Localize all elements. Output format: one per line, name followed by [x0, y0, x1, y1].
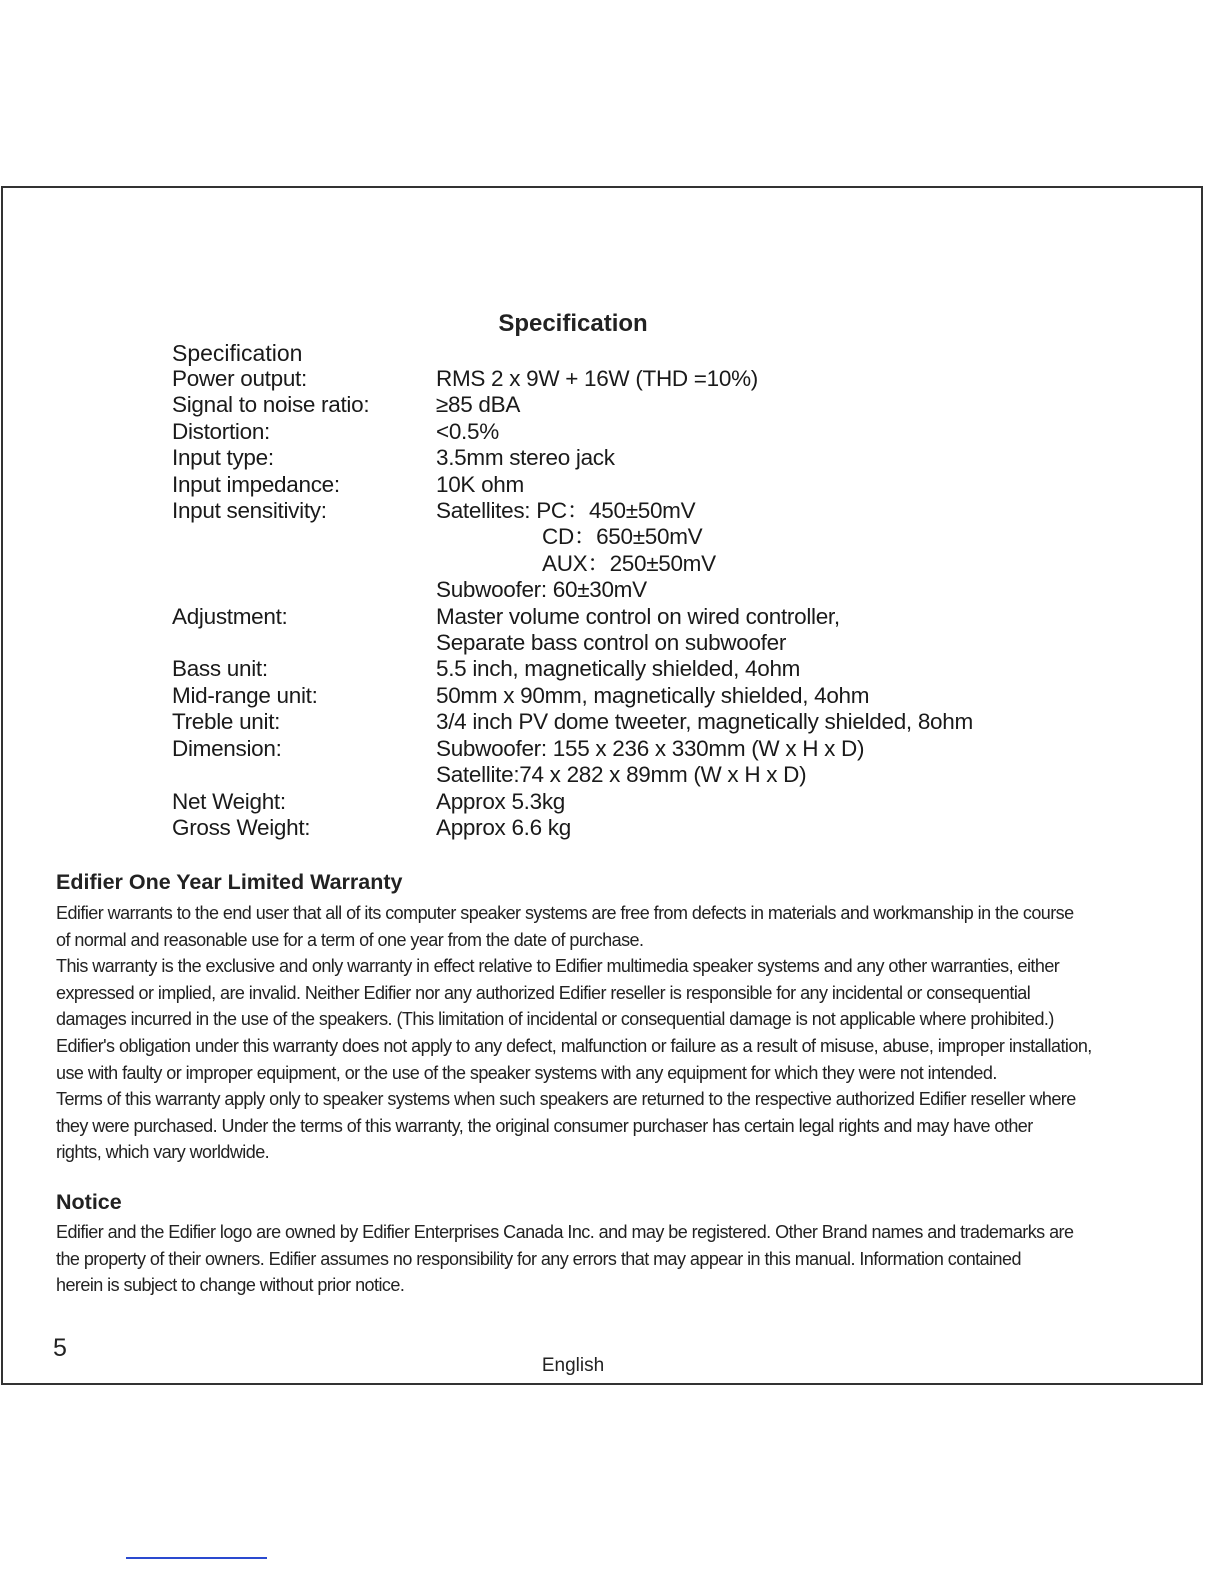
spec-row: [172, 472, 973, 498]
spec-label: Bass unit:: [172, 656, 268, 682]
spec-value-line: RMS 2 x 9W + 16W (THD =10%): [436, 366, 758, 391]
spec-value: [436, 524, 702, 550]
spec-value: [436, 815, 571, 841]
spec-value-line: AUX：250±50mV: [542, 550, 716, 576]
spec-label: Input sensitivity:: [172, 498, 327, 524]
spec-row: [172, 445, 973, 471]
spec-value: [436, 604, 840, 630]
warranty-line: damages incurred in the use of the speakers. (This limitation of incidental or consequential damage is not applicable where prohibited.): [56, 1009, 1054, 1030]
spec-value: [436, 709, 973, 735]
notice-line: the property of their owners. Edifier assumes no responsibility for any errors that may appear in this manual. Information contained: [56, 1248, 1021, 1269]
warranty-line: of normal and reasonable use for a term of one year from the date of purchase.: [56, 929, 644, 950]
spec-label: Input type:: [172, 445, 274, 471]
spec-value-line: Satellites: PC：450±50mV: [436, 498, 696, 524]
spec-value-line: 3/4 inch PV dome tweeter, magnetically shielded, 8ohm: [436, 709, 973, 735]
spec-value: [436, 683, 869, 709]
spec-value: [436, 366, 758, 392]
warranty-line: use with faulty or improper equipment, or the use of the speaker systems with any equipment for which they were not intended.: [56, 1062, 997, 1083]
spec-value: [436, 577, 647, 603]
page-frame: [1, 186, 1203, 1385]
spec-row: [172, 577, 973, 603]
notice-title: Notice: [56, 1190, 122, 1214]
spec-label: Mid-range unit:: [172, 682, 318, 708]
spec-value-line: Subwoofer: 60±30mV: [436, 577, 647, 603]
spec-label: Signal to noise ratio:: [172, 392, 370, 418]
spec-value: [436, 419, 499, 445]
notice-line: Edifier and the Edifier logo are owned by Edifier Enterprises Canada Inc. and may be registered. Other Brand names and trademarks are: [56, 1222, 1074, 1242]
warranty-line: Terms of this warranty apply only to speaker systems when such speakers are returned to the respective authorized Edifier reseller where: [56, 1089, 1076, 1110]
spec-value-line: Satellite:74 x 282 x 89mm (W x H x D): [436, 762, 807, 788]
warranty-body: [56, 900, 1186, 1166]
spec-value-line: 5.5 inch, magnetically shielded, 4ohm: [436, 656, 801, 682]
spec-value: [436, 498, 695, 524]
page-number: 5: [53, 1334, 67, 1362]
spec-row: [172, 524, 973, 550]
spec-value: [436, 736, 864, 762]
spec-row: [172, 630, 973, 656]
spec-row: [172, 419, 973, 445]
warranty-line: rights, which vary worldwide.: [56, 1142, 270, 1163]
spec-value-line: 10K ohm: [436, 471, 524, 497]
spec-value-line: ≥85 dBA: [436, 392, 521, 418]
spec-label: Power output:: [172, 366, 307, 391]
spec-value-line: CD：650±50mV: [542, 524, 703, 550]
spec-row: [172, 683, 973, 709]
spec-row: [172, 604, 973, 630]
spec-label: Dimension:: [172, 735, 282, 761]
warranty-line: expressed or implied, are invalid. Neither Edifier nor any authorized Edifier reseller is responsible for any incidental or consequential: [56, 982, 1031, 1003]
spec-row: [172, 392, 973, 418]
spec-value: [436, 392, 520, 418]
spec-label: Input impedance:: [172, 471, 340, 497]
spec-heading: Specification: [172, 340, 303, 366]
spec-value-line: Separate bass control on subwoofer: [436, 630, 787, 656]
notice-line: herein is subject to change without prior notice.: [56, 1275, 405, 1296]
spec-value: [436, 630, 786, 656]
spec-label: Adjustment:: [172, 603, 288, 629]
warranty-title: Edifier One Year Limited Warranty: [56, 870, 403, 894]
spec-label: [172, 524, 436, 550]
spec-value-line: <0.5%: [436, 418, 499, 444]
warranty-line: Edifier warrants to the end user that all of its computer speaker systems are free from defects in materials and workmanship in the course: [56, 903, 1074, 923]
spec-value-line: Subwoofer: 155 x 236 x 330mm (W x H x D): [436, 735, 865, 761]
spec-row: [172, 789, 973, 815]
spec-row: [172, 366, 973, 392]
spec-value: [436, 551, 716, 577]
link-underline[interactable]: [126, 1557, 267, 1559]
spec-label: Net Weight:: [172, 788, 286, 814]
language-label: English: [541, 1355, 605, 1376]
spec-label: [172, 762, 436, 788]
spec-value-line: 50mm x 90mm, magnetically shielded, 4ohm: [436, 682, 870, 708]
spec-value-line: 3.5mm stereo jack: [436, 445, 615, 471]
spec-value-line: Approx 6.6 kg: [436, 814, 571, 840]
spec-row: [172, 709, 973, 735]
warranty-line: Edifier's obligation under this warranty does not apply to any defect, malfunction or failure as a result of misuse, abuse, improper installation,: [56, 1035, 1092, 1056]
spec-value-line: Master volume control on wired controller,: [436, 603, 840, 629]
warranty-line: they were purchased. Under the terms of this warranty, the original consumer purchaser has certain legal rights and may have other: [56, 1115, 1033, 1136]
spec-value: [436, 789, 565, 815]
spec-value: [436, 762, 806, 788]
spec-label: [172, 630, 436, 656]
spec-label: Gross Weight:: [172, 814, 311, 840]
spec-row: [172, 736, 973, 762]
spec-row: [172, 656, 973, 682]
spec-title: Specification: [498, 310, 648, 337]
spec-table: [172, 366, 973, 841]
spec-value: [436, 445, 615, 471]
spec-label: Treble unit:: [172, 709, 281, 735]
spec-row: [172, 762, 973, 788]
warranty-line: This warranty is the exclusive and only warranty in effect relative to Edifier multimedia speaker systems and any other warranties, either: [56, 956, 1060, 977]
spec-value: [436, 472, 524, 498]
spec-label: [172, 551, 436, 577]
notice-body: [56, 1219, 1186, 1299]
spec-value-line: Approx 5.3kg: [436, 788, 565, 814]
spec-label: [172, 577, 436, 603]
spec-row: [172, 498, 973, 524]
spec-label: Distortion:: [172, 418, 270, 444]
spec-row: [172, 815, 973, 841]
spec-value: [436, 656, 800, 682]
spec-row: [172, 551, 973, 577]
